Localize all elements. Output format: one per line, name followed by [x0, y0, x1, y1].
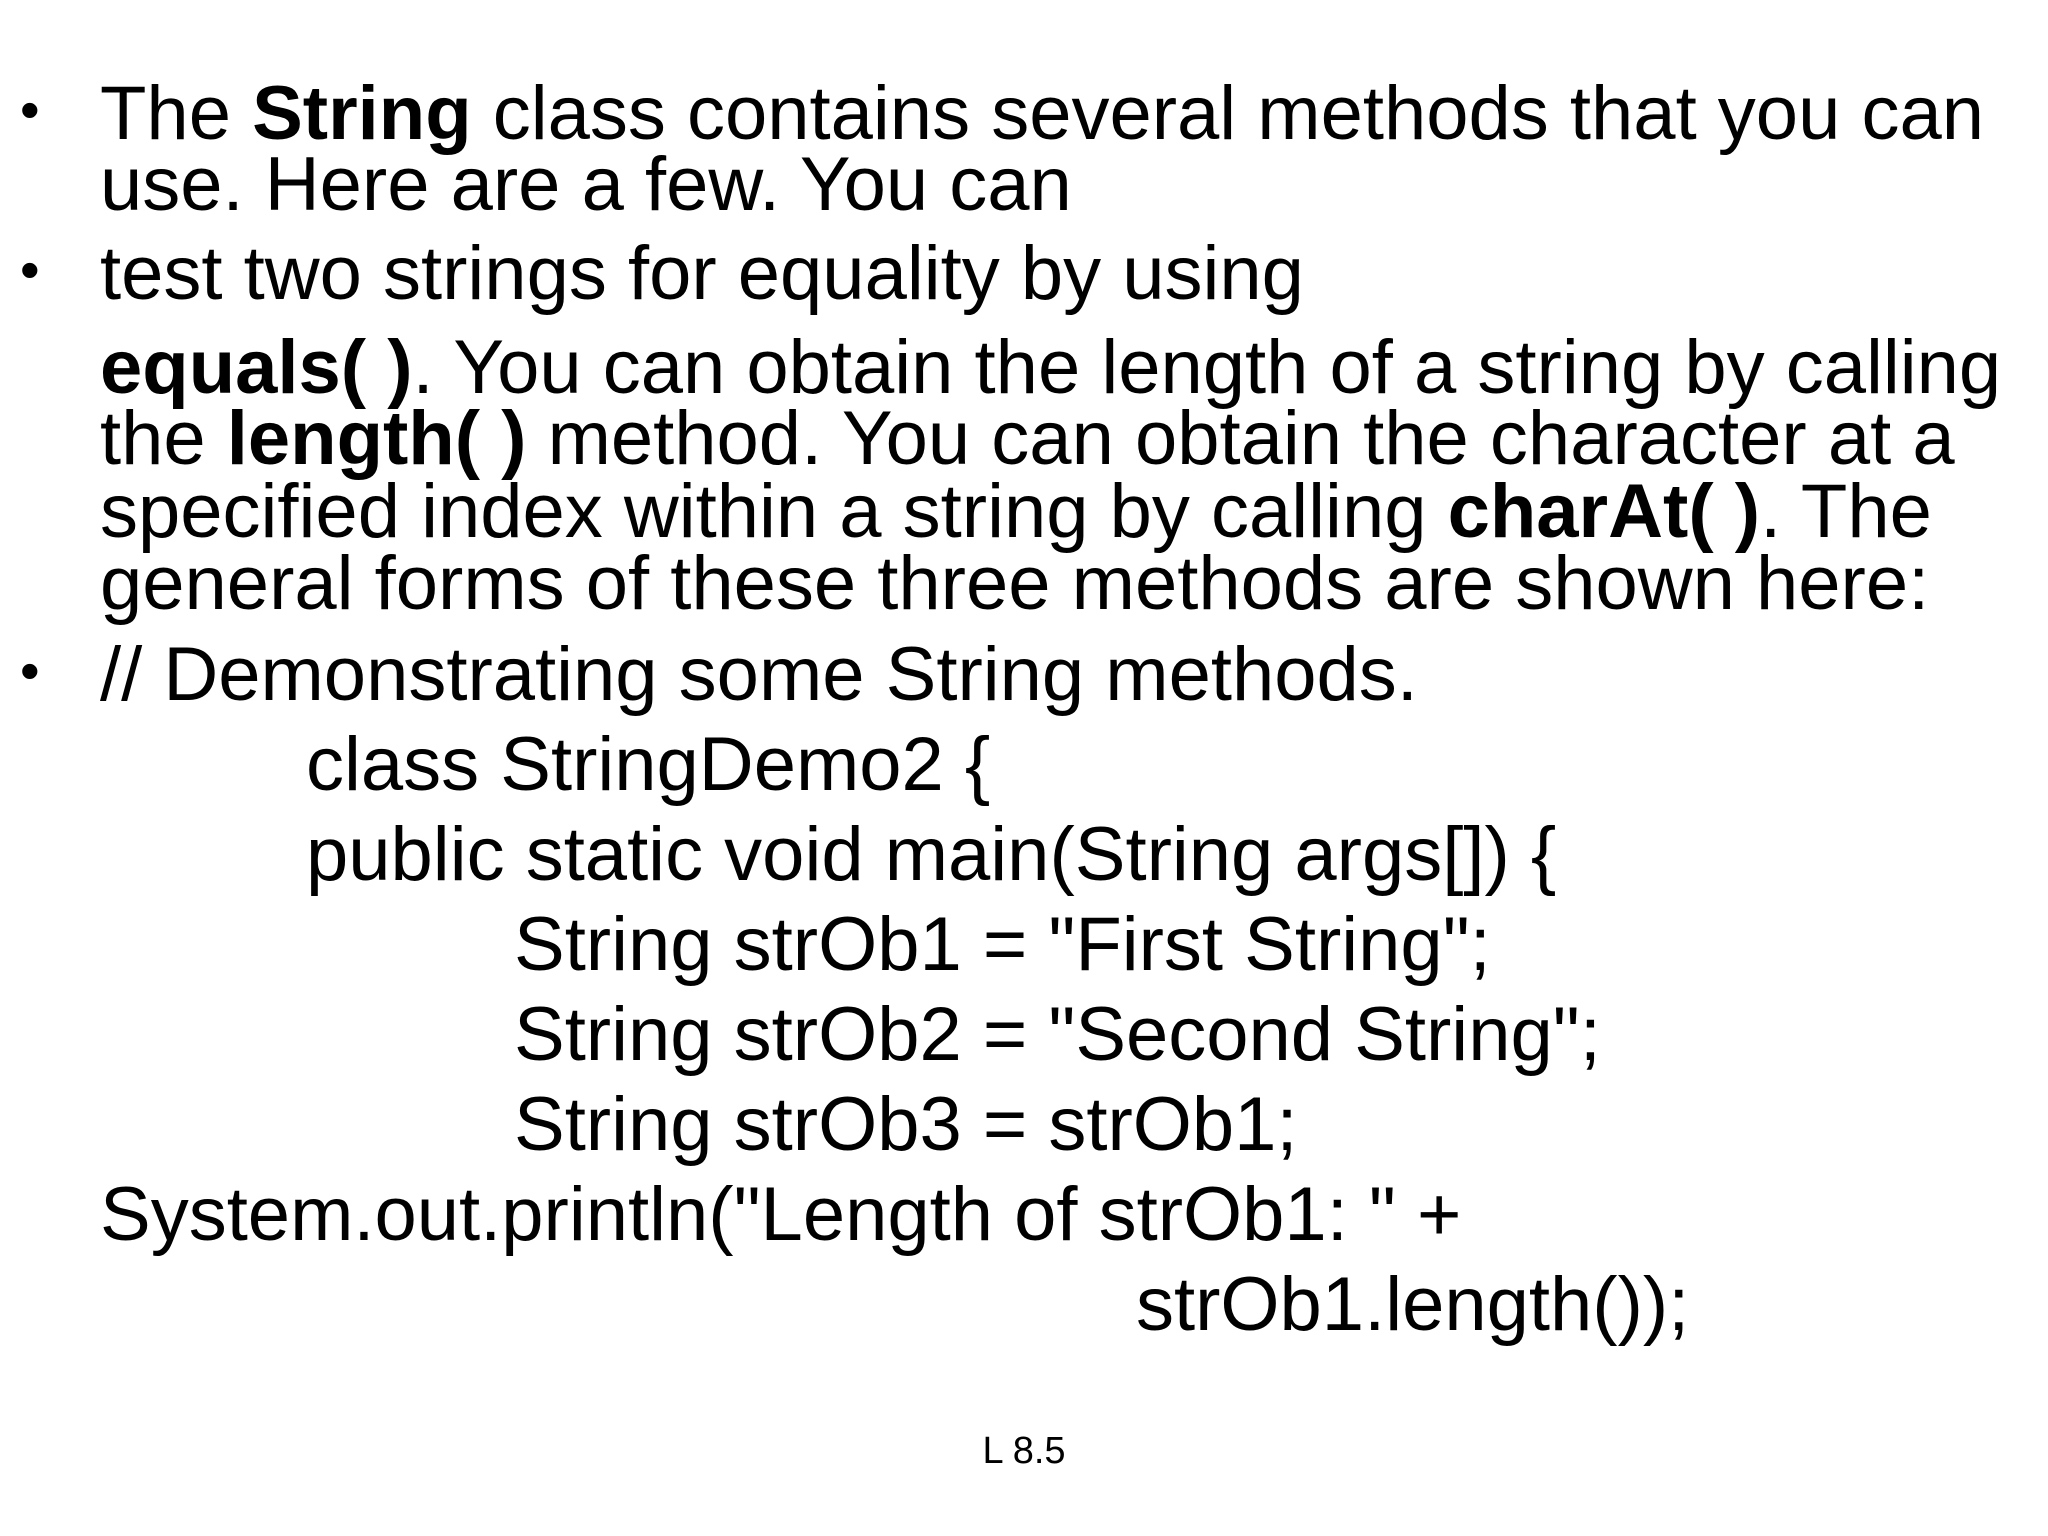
- bullet-marker: •: [20, 238, 40, 301]
- bullet-1-line-2: use. Here are a few. You can: [100, 142, 1072, 227]
- bullet-2-line-3: the length( ) method. You can obtain the character at a: [100, 396, 1955, 481]
- bullet-2-line-5: general forms of these three methods are shown here:: [100, 541, 1930, 626]
- code-line: System.out.println("Length of strOb1: " +: [100, 1172, 1462, 1257]
- bullet-marker: •: [20, 639, 40, 702]
- code-line: String strOb3 = strOb1;: [514, 1082, 1298, 1167]
- code-comment: // Demonstrating some String methods.: [100, 632, 1418, 717]
- bullet-2-line-4: specified index within a string by calling charAt( ). The: [100, 469, 1932, 554]
- bullet-2-line-2: equals( ). You can obtain the length of a string by calling: [100, 325, 2002, 410]
- code-line: class StringDemo2 {: [306, 722, 991, 807]
- code-line: public static void main(String args[]) {: [306, 812, 1557, 897]
- code-line: String strOb2 = "Second String";: [514, 992, 1601, 1077]
- code-line: String strOb1 = "First String";: [514, 902, 1491, 987]
- bullet-marker: •: [20, 78, 40, 141]
- slide-footer: L 8.5: [982, 1430, 1066, 1472]
- bullet-2-line-1: test two strings for equality by using: [100, 231, 1304, 316]
- bullet-1-line-1: The String class contains several methods that you can: [100, 71, 1984, 156]
- code-line: strOb1.length());: [1136, 1262, 1690, 1347]
